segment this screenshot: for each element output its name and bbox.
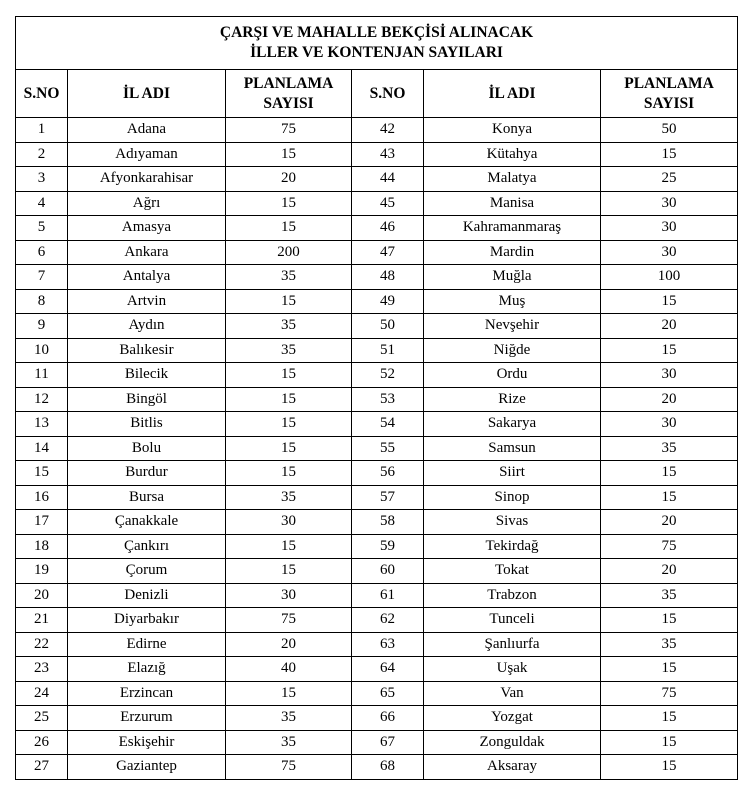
cell-sno-right: 48 bbox=[352, 265, 424, 290]
cell-sno-right: 51 bbox=[352, 338, 424, 363]
cell-sno-left: 24 bbox=[16, 681, 68, 706]
cell-planlama-right: 50 bbox=[601, 118, 738, 143]
cell-planlama-right: 30 bbox=[601, 191, 738, 216]
cell-planlama-right: 75 bbox=[601, 681, 738, 706]
cell-planlama-right: 30 bbox=[601, 216, 738, 241]
table-row bbox=[16, 681, 738, 706]
cell-il-adi-left: Bolu bbox=[68, 436, 226, 461]
cell-il-adi-left: Bingöl bbox=[68, 387, 226, 412]
cell-sno-left: 8 bbox=[16, 289, 68, 314]
cell-il-adi-left: Amasya bbox=[68, 216, 226, 241]
cell-planlama-right: 35 bbox=[601, 632, 738, 657]
table-title bbox=[16, 17, 738, 70]
cell-sno-right: 60 bbox=[352, 559, 424, 584]
cell-planlama-left: 40 bbox=[226, 657, 352, 682]
cell-planlama-left: 15 bbox=[226, 461, 352, 486]
cell-il-adi-right: Manisa bbox=[424, 191, 601, 216]
table-row bbox=[16, 510, 738, 535]
cell-il-adi-left: Eskişehir bbox=[68, 730, 226, 755]
table-row bbox=[16, 314, 738, 339]
cell-planlama-right: 15 bbox=[601, 657, 738, 682]
cell-planlama-right: 15 bbox=[601, 289, 738, 314]
cell-sno-right: 50 bbox=[352, 314, 424, 339]
cell-sno-left: 1 bbox=[16, 118, 68, 143]
cell-sno-right: 63 bbox=[352, 632, 424, 657]
cell-planlama-left: 35 bbox=[226, 706, 352, 731]
cell-sno-right: 62 bbox=[352, 608, 424, 633]
cell-sno-right: 61 bbox=[352, 583, 424, 608]
cell-planlama-left: 75 bbox=[226, 755, 352, 780]
cell-planlama-right: 75 bbox=[601, 534, 738, 559]
cell-planlama-left: 20 bbox=[226, 167, 352, 192]
cell-sno-left: 19 bbox=[16, 559, 68, 584]
cell-il-adi-right: Samsun bbox=[424, 436, 601, 461]
header-il-adi-left: İL ADI bbox=[68, 70, 226, 118]
cell-il-adi-right: Sivas bbox=[424, 510, 601, 535]
cell-sno-right: 44 bbox=[352, 167, 424, 192]
table-row bbox=[16, 436, 738, 461]
cell-planlama-right: 20 bbox=[601, 510, 738, 535]
cell-sno-left: 16 bbox=[16, 485, 68, 510]
cell-il-adi-right: Niğde bbox=[424, 338, 601, 363]
cell-planlama-left: 200 bbox=[226, 240, 352, 265]
title-line-2: İLLER VE KONTENJAN SAYILARI bbox=[250, 44, 503, 61]
table-row bbox=[16, 265, 738, 290]
cell-planlama-right: 25 bbox=[601, 167, 738, 192]
cell-sno-left: 13 bbox=[16, 412, 68, 437]
cell-sno-left: 23 bbox=[16, 657, 68, 682]
table-row bbox=[16, 167, 738, 192]
cell-sno-left: 26 bbox=[16, 730, 68, 755]
cell-sno-left: 4 bbox=[16, 191, 68, 216]
cell-planlama-left: 15 bbox=[226, 289, 352, 314]
cell-sno-left: 17 bbox=[16, 510, 68, 535]
cell-il-adi-left: Erzincan bbox=[68, 681, 226, 706]
cell-planlama-left: 15 bbox=[226, 216, 352, 241]
table-row bbox=[16, 412, 738, 437]
cell-sno-left: 2 bbox=[16, 142, 68, 167]
cell-planlama-left: 35 bbox=[226, 314, 352, 339]
cell-planlama-right: 15 bbox=[601, 338, 738, 363]
cell-sno-right: 43 bbox=[352, 142, 424, 167]
cell-sno-right: 45 bbox=[352, 191, 424, 216]
cell-sno-right: 49 bbox=[352, 289, 424, 314]
cell-planlama-left: 35 bbox=[226, 338, 352, 363]
cell-il-adi-right: Mardin bbox=[424, 240, 601, 265]
cell-il-adi-right: Tokat bbox=[424, 559, 601, 584]
cell-planlama-right: 15 bbox=[601, 461, 738, 486]
cell-il-adi-left: Erzurum bbox=[68, 706, 226, 731]
cell-planlama-left: 15 bbox=[226, 559, 352, 584]
cell-sno-left: 7 bbox=[16, 265, 68, 290]
quota-table bbox=[15, 16, 738, 780]
cell-sno-right: 64 bbox=[352, 657, 424, 682]
cell-il-adi-left: Adana bbox=[68, 118, 226, 143]
table-row bbox=[16, 608, 738, 633]
table-row bbox=[16, 657, 738, 682]
cell-il-adi-right: Malatya bbox=[424, 167, 601, 192]
cell-planlama-right: 15 bbox=[601, 142, 738, 167]
table-row bbox=[16, 461, 738, 486]
cell-sno-right: 58 bbox=[352, 510, 424, 535]
cell-planlama-left: 35 bbox=[226, 485, 352, 510]
cell-sno-right: 55 bbox=[352, 436, 424, 461]
cell-planlama-left: 15 bbox=[226, 681, 352, 706]
cell-sno-right: 56 bbox=[352, 461, 424, 486]
cell-planlama-right: 100 bbox=[601, 265, 738, 290]
cell-planlama-right: 30 bbox=[601, 240, 738, 265]
cell-il-adi-right: Rize bbox=[424, 387, 601, 412]
cell-sno-left: 15 bbox=[16, 461, 68, 486]
cell-planlama-right: 20 bbox=[601, 314, 738, 339]
table-row bbox=[16, 289, 738, 314]
cell-il-adi-left: Bilecik bbox=[68, 363, 226, 388]
cell-planlama-right: 15 bbox=[601, 730, 738, 755]
cell-sno-left: 10 bbox=[16, 338, 68, 363]
cell-planlama-left: 15 bbox=[226, 387, 352, 412]
cell-il-adi-right: Sinop bbox=[424, 485, 601, 510]
table-row bbox=[16, 240, 738, 265]
table-row bbox=[16, 216, 738, 241]
cell-sno-left: 14 bbox=[16, 436, 68, 461]
cell-il-adi-right: Zonguldak bbox=[424, 730, 601, 755]
cell-planlama-left: 15 bbox=[226, 363, 352, 388]
cell-il-adi-left: Bursa bbox=[68, 485, 226, 510]
cell-planlama-right: 15 bbox=[601, 755, 738, 780]
cell-il-adi-left: Artvin bbox=[68, 289, 226, 314]
cell-planlama-right: 20 bbox=[601, 387, 738, 412]
cell-sno-left: 5 bbox=[16, 216, 68, 241]
cell-planlama-right: 30 bbox=[601, 363, 738, 388]
cell-il-adi-right: Kütahya bbox=[424, 142, 601, 167]
cell-il-adi-left: Bitlis bbox=[68, 412, 226, 437]
cell-il-adi-right: Muş bbox=[424, 289, 601, 314]
cell-sno-right: 54 bbox=[352, 412, 424, 437]
cell-sno-right: 46 bbox=[352, 216, 424, 241]
cell-sno-left: 21 bbox=[16, 608, 68, 633]
table-row bbox=[16, 387, 738, 412]
title-line-1: ÇARŞI VE MAHALLE BEKÇİSİ ALINACAK bbox=[219, 24, 534, 41]
cell-il-adi-right: Tunceli bbox=[424, 608, 601, 633]
cell-planlama-left: 20 bbox=[226, 632, 352, 657]
cell-il-adi-right: Nevşehir bbox=[424, 314, 601, 339]
cell-il-adi-right: Aksaray bbox=[424, 755, 601, 780]
cell-planlama-right: 15 bbox=[601, 608, 738, 633]
cell-sno-right: 42 bbox=[352, 118, 424, 143]
table-row bbox=[16, 191, 738, 216]
cell-il-adi-left: Çanakkale bbox=[68, 510, 226, 535]
cell-sno-left: 20 bbox=[16, 583, 68, 608]
cell-planlama-left: 15 bbox=[226, 412, 352, 437]
cell-sno-left: 12 bbox=[16, 387, 68, 412]
cell-sno-right: 65 bbox=[352, 681, 424, 706]
cell-il-adi-right: Konya bbox=[424, 118, 601, 143]
cell-sno-right: 68 bbox=[352, 755, 424, 780]
cell-sno-left: 18 bbox=[16, 534, 68, 559]
cell-sno-left: 25 bbox=[16, 706, 68, 731]
cell-planlama-left: 35 bbox=[226, 730, 352, 755]
cell-sno-left: 22 bbox=[16, 632, 68, 657]
table-row bbox=[16, 118, 738, 143]
cell-sno-right: 67 bbox=[352, 730, 424, 755]
table-row bbox=[16, 755, 738, 780]
cell-sno-left: 27 bbox=[16, 755, 68, 780]
table-row bbox=[16, 142, 738, 167]
cell-sno-left: 3 bbox=[16, 167, 68, 192]
cell-planlama-right: 35 bbox=[601, 436, 738, 461]
header-sno-left: S.NO bbox=[16, 70, 68, 118]
header-sno-right: S.NO bbox=[352, 70, 424, 118]
cell-sno-right: 66 bbox=[352, 706, 424, 731]
table-row bbox=[16, 534, 738, 559]
table-row bbox=[16, 632, 738, 657]
table-row bbox=[16, 706, 738, 731]
header-planlama-left: PLANLAMA SAYISI bbox=[226, 70, 352, 118]
cell-planlama-left: 30 bbox=[226, 510, 352, 535]
table-row bbox=[16, 338, 738, 363]
cell-il-adi-right: Siirt bbox=[424, 461, 601, 486]
cell-il-adi-left: Ağrı bbox=[68, 191, 226, 216]
cell-il-adi-left: Ankara bbox=[68, 240, 226, 265]
cell-planlama-left: 75 bbox=[226, 118, 352, 143]
cell-planlama-right: 35 bbox=[601, 583, 738, 608]
header-row bbox=[16, 70, 738, 118]
cell-planlama-left: 15 bbox=[226, 436, 352, 461]
cell-planlama-left: 75 bbox=[226, 608, 352, 633]
cell-planlama-right: 15 bbox=[601, 706, 738, 731]
cell-planlama-left: 30 bbox=[226, 583, 352, 608]
cell-sno-left: 11 bbox=[16, 363, 68, 388]
header-il-adi-right: İL ADI bbox=[424, 70, 601, 118]
table-row bbox=[16, 363, 738, 388]
cell-il-adi-right: Tekirdağ bbox=[424, 534, 601, 559]
cell-il-adi-left: Diyarbakır bbox=[68, 608, 226, 633]
cell-il-adi-right: Yozgat bbox=[424, 706, 601, 731]
cell-il-adi-right: Şanlıurfa bbox=[424, 632, 601, 657]
cell-il-adi-right: Kahramanmaraş bbox=[424, 216, 601, 241]
cell-il-adi-left: Aydın bbox=[68, 314, 226, 339]
cell-il-adi-left: Çankırı bbox=[68, 534, 226, 559]
cell-il-adi-left: Balıkesir bbox=[68, 338, 226, 363]
document bbox=[15, 16, 737, 780]
cell-sno-right: 59 bbox=[352, 534, 424, 559]
cell-il-adi-left: Afyonkarahisar bbox=[68, 167, 226, 192]
cell-planlama-right: 15 bbox=[601, 485, 738, 510]
cell-sno-right: 47 bbox=[352, 240, 424, 265]
cell-il-adi-left: Adıyaman bbox=[68, 142, 226, 167]
cell-il-adi-right: Ordu bbox=[424, 363, 601, 388]
table-row bbox=[16, 559, 738, 584]
cell-sno-left: 6 bbox=[16, 240, 68, 265]
cell-sno-right: 57 bbox=[352, 485, 424, 510]
table-row bbox=[16, 485, 738, 510]
cell-planlama-right: 20 bbox=[601, 559, 738, 584]
cell-il-adi-right: Trabzon bbox=[424, 583, 601, 608]
cell-il-adi-left: Elazığ bbox=[68, 657, 226, 682]
cell-il-adi-right: Van bbox=[424, 681, 601, 706]
cell-il-adi-left: Edirne bbox=[68, 632, 226, 657]
cell-il-adi-left: Antalya bbox=[68, 265, 226, 290]
cell-il-adi-left: Burdur bbox=[68, 461, 226, 486]
cell-planlama-right: 30 bbox=[601, 412, 738, 437]
cell-planlama-left: 15 bbox=[226, 534, 352, 559]
cell-sno-right: 53 bbox=[352, 387, 424, 412]
cell-sno-right: 52 bbox=[352, 363, 424, 388]
cell-il-adi-left: Çorum bbox=[68, 559, 226, 584]
cell-il-adi-left: Denizli bbox=[68, 583, 226, 608]
table-row bbox=[16, 583, 738, 608]
cell-il-adi-right: Uşak bbox=[424, 657, 601, 682]
cell-planlama-left: 15 bbox=[226, 191, 352, 216]
cell-sno-left: 9 bbox=[16, 314, 68, 339]
header-planlama-right: PLANLAMA SAYISI bbox=[601, 70, 738, 118]
cell-planlama-left: 35 bbox=[226, 265, 352, 290]
cell-planlama-left: 15 bbox=[226, 142, 352, 167]
table-row bbox=[16, 730, 738, 755]
cell-il-adi-right: Muğla bbox=[424, 265, 601, 290]
cell-il-adi-left: Gaziantep bbox=[68, 755, 226, 780]
cell-il-adi-right: Sakarya bbox=[424, 412, 601, 437]
